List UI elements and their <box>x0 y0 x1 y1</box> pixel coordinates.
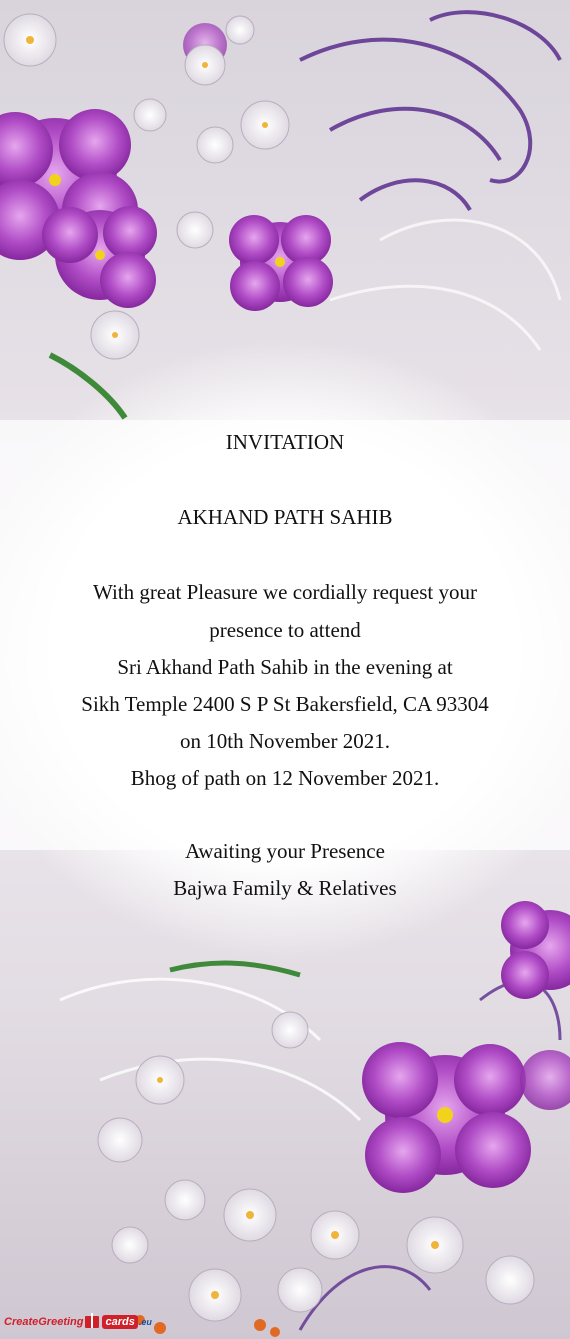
gift-icon <box>85 1316 99 1328</box>
bottom-right-flowers <box>60 901 570 1337</box>
body-line-4: Sikh Temple 2400 S P St Bakersfield, CA 93304 <box>81 692 489 716</box>
site-watermark[interactable] <box>4 1309 152 1335</box>
invitation-heading: INVITATION <box>225 430 345 454</box>
body-line-1: With great Pleasure we cordially request your <box>92 580 478 604</box>
watermark-text-3: .eu <box>138 1317 152 1327</box>
signature-line: Bajwa Family & Relatives <box>173 876 397 900</box>
watermark-text-2: cards <box>102 1315 137 1329</box>
body-line-2: presence to attend <box>209 618 361 642</box>
body-line-3: Sri Akhand Path Sahib in the evening at <box>117 655 453 679</box>
body-line-6: Bhog of path on 12 November 2021. <box>130 766 440 790</box>
top-swirls <box>300 12 560 210</box>
closing-line: Awaiting your Presence <box>185 839 385 863</box>
body-line-5: on 10th November 2021. <box>180 729 390 753</box>
watermark-text-1: CreateGreeting <box>4 1316 84 1328</box>
event-title: AKHAND PATH SAHIB <box>177 505 393 529</box>
